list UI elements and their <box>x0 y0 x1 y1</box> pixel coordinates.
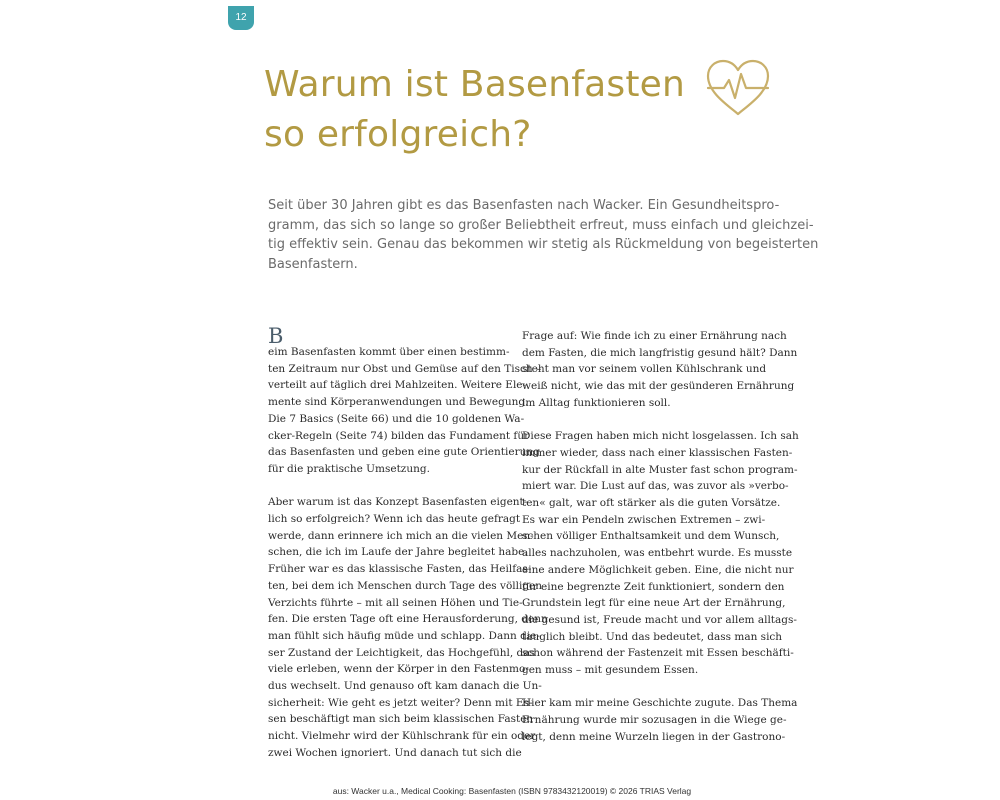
text-line: Grundstein legt für eine neue Art der Ernährung, <box>522 597 786 610</box>
text-line: viele erleben, wenn der Körper in den Fastenmo- <box>268 663 529 676</box>
text-line: immer wieder, dass nach einer klassischen Fasten- <box>522 446 793 459</box>
text-line: nicht. Vielmehr wird der Kühlschrank für ein oder <box>268 730 536 743</box>
body-paragraph <box>268 494 548 761</box>
text-line: miert war. Die Lust auf das, was zuvor als »verbo- <box>522 480 789 493</box>
intro-line: tig effektiv sein. Genau das bekommen wir stetig als Rückmeldung von begeisterten <box>268 237 819 252</box>
text-line: sicherheit: Wie geht es jetzt weiter? Denn mit Es- <box>268 696 533 709</box>
source-footer: aus: Wacker u.a., Medical Cooking: Basenfasten (ISBN 9783432120019) © 2026 TRIAS Verlag <box>332 786 692 796</box>
text-line: ten, bei dem ich Menschen durch Tage des völligen <box>268 579 543 592</box>
body-paragraph <box>522 328 798 412</box>
drop-cap: B <box>268 324 284 348</box>
text-line: für die praktische Umsetzung. <box>268 462 430 475</box>
text-line: das Basenfasten und geben eine gute Orientierung <box>268 446 540 459</box>
text-line: cker-Regeln (Seite 74) bilden das Fundament für <box>268 429 530 442</box>
text-line: Aber warum ist das Konzept Basenfasten eigent- <box>268 496 528 509</box>
text-line: Es war ein Pendeln zwischen Extremen – zwi- <box>522 513 766 526</box>
text-line: lich so erfolgreich? Wenn ich das heute gefragt <box>268 513 521 526</box>
title-line-1: Warum ist Basenfasten <box>264 64 686 105</box>
text-line: dus wechselt. Und genauso oft kam danach die Un- <box>268 680 542 693</box>
text-line: gen muss – mit gesundem Essen. <box>522 664 699 677</box>
intro-paragraph <box>268 196 819 274</box>
text-line: für eine begrenzte Zeit funktioniert, sondern den <box>522 580 785 593</box>
text-line: legt, denn meine Wurzeln liegen in der Gastrono- <box>522 730 786 743</box>
text-line: Früher war es das klassische Fasten, das Heilfas- <box>268 563 532 576</box>
text-line: zwei Wochen ignoriert. Und danach tut sich die <box>268 746 522 759</box>
text-line: schen völliger Enthaltsamkeit und dem Wunsch, <box>522 530 780 543</box>
text-line: im Alltag funktionieren soll. <box>522 396 671 409</box>
text-line: ser Zustand der Leichtigkeit, das Hochgefühl, das <box>268 646 535 659</box>
body-paragraph <box>522 428 799 679</box>
intro-line: Basenfastern. <box>268 256 358 272</box>
text-line: kur der Rückfall in alte Muster fast schon program- <box>522 463 798 476</box>
text-line-rest: eim Basenfasten kommt über einen bestimm- <box>268 346 510 358</box>
page-title <box>264 60 704 160</box>
text-line: verteilt auf täglich drei Mahlzeiten. Weitere Ele- <box>268 379 527 392</box>
title-line-2: so erfolgreich? <box>264 114 532 155</box>
text-line: man fühlt sich häufig müde und schlapp. Dann die- <box>268 629 540 642</box>
intro-line: Seit über 30 Jahren gibt es das Basenfasten nach Wacker. Ein Gesundheitspro- <box>268 198 780 213</box>
text-line: Die 7 Basics (Seite 66) und die 10 goldenen Wa- <box>268 412 525 425</box>
text-line: fen. Die ersten Tage oft eine Herausforderung, denn <box>268 613 548 626</box>
text-line: Diese Fragen haben mich nicht losgelassen. Ich sah <box>522 430 799 443</box>
text-line: werde, dann erinnere ich mich an die vielen Men- <box>268 529 534 542</box>
text-line: die gesund ist, Freude macht und vor allem alltags- <box>522 613 797 626</box>
body-column-left <box>268 324 548 778</box>
text-line: Hier kam mir meine Geschichte zugute. Das Thema <box>522 697 798 710</box>
text-line: tauglich bleibt. Und das bedeutet, dass man sich <box>522 630 783 643</box>
text-line: Verzichts führte – mit all seinen Höhen und Tie- <box>268 596 523 609</box>
text-line <box>268 324 518 361</box>
text-line: sen beschäftigt man sich beim klassischen Fasten <box>268 713 534 726</box>
text-line: mente sind Körperanwendungen und Bewegung. <box>268 396 529 409</box>
text-line: ten« galt, war oft stärker als die guten Vorsätze. <box>522 497 781 510</box>
text-line: eine andere Möglichkeit geben. Eine, die nicht nur <box>522 563 794 576</box>
text-line: Frage auf: Wie finde ich zu einer Ernährung nach <box>522 330 787 342</box>
text-line: dem Fasten, die mich langfristig gesund hält? Dann <box>522 346 798 359</box>
intro-line: gramm, das sich so lange so großer Beliebtheit erfreut, muss einfach und gleichzei- <box>268 217 814 233</box>
text-line: Ernährung wurde mir sozusagen in die Wiege ge- <box>522 714 787 727</box>
text-line: weiß nicht, wie das mit der gesünderen Ernährung <box>522 380 795 393</box>
body-paragraph <box>522 695 798 745</box>
heart-pulse-icon <box>704 58 772 118</box>
body-paragraph <box>268 324 542 478</box>
text-line: schon während der Fastenzeit mit Essen beschäfti- <box>522 647 794 660</box>
text-line: steht man vor seinem vollen Kühlschrank und <box>522 363 767 376</box>
page-number-badge: 12 <box>228 6 254 30</box>
body-column-right <box>522 328 799 762</box>
text-line: schen, die ich im Laufe der Jahre begleitet habe. <box>268 546 528 559</box>
text-line: ten Zeitraum nur Obst und Gemüse auf den Tisch – <box>268 362 542 375</box>
text-line: alles nachzuholen, was entbehrt wurde. Es musste <box>522 547 793 560</box>
